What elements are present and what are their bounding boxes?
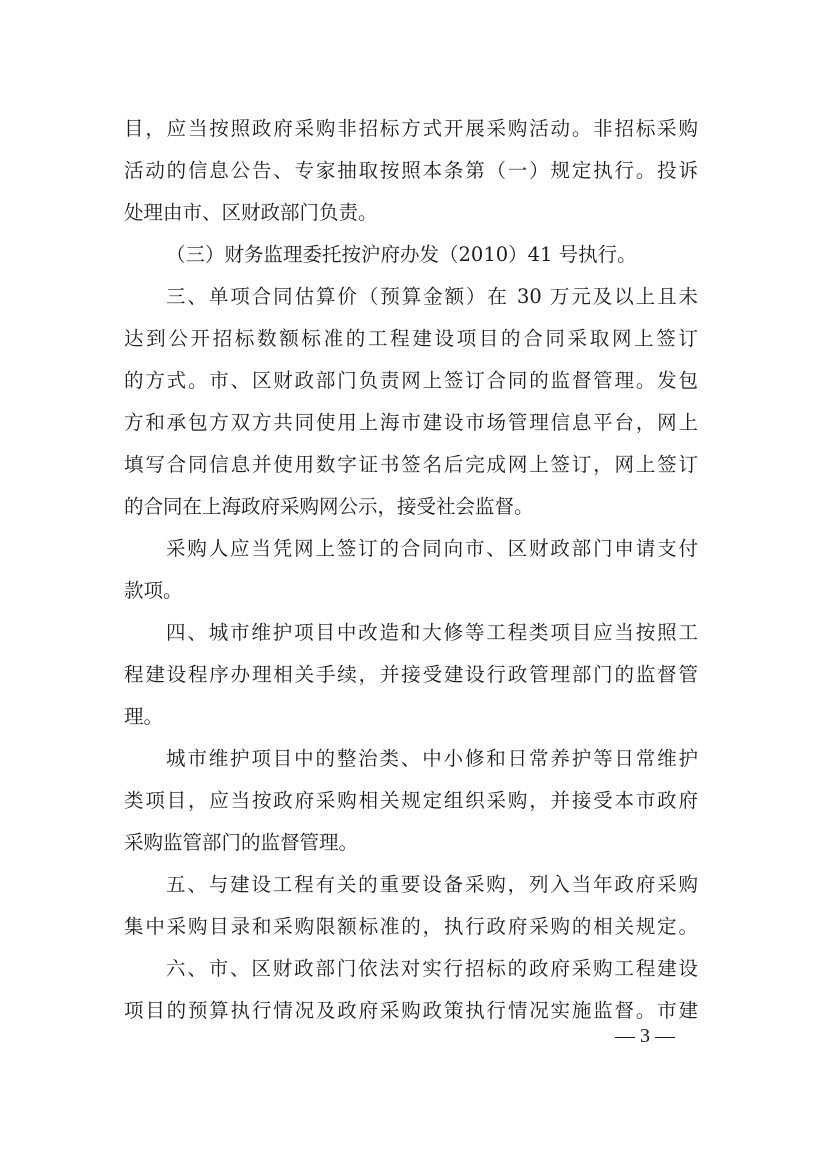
paragraph-line: 五、与建设工程有关的重要设备采购，列入当年政府采购 [166,873,698,896]
paragraph-line: 方和承包方双方共同使用上海市建设市场管理信息平台，网上 [124,411,698,434]
paragraph-line: 城市维护项目中的整治类、中小修和日常养护等日常维护 [166,747,698,770]
paragraph-line: 程建设程序办理相关手续，并接受建设行政管理部门的监督管 [124,663,698,686]
paragraph-line: 三、单项合同估算价（预算金额）在 30 万元及以上且未 [166,285,698,308]
paragraph-line: 采购监管部门的监督管理。 [124,831,359,854]
paragraph-line: 集中采购目录和采购限额标准的，执行政府采购的相关规定。 [124,915,698,938]
paragraph-line: 目，应当按照政府采购非招标方式开展采购活动。非招标采购 [124,117,698,140]
paragraph-line: 款项。 [124,579,183,602]
paragraph-line: 类项目，应当按政府采购相关规定组织采购，并接受本市政府 [124,789,698,812]
paragraph-line: 采购人应当凭网上签订的合同向市、区财政部门申请支付 [166,537,698,560]
paragraph-line: 活动的信息公告、专家抽取按照本条第（一）规定执行。投诉 [124,159,698,182]
paragraph-line: 项目的预算执行情况及政府采购政策执行情况实施监督。市建 [124,999,698,1022]
paragraph-line: 的合同在上海政府采购网公示，接受社会监督。 [124,495,534,518]
paragraph-line: 填写合同信息并使用数字证书签名后完成网上签订，网上签订 [124,453,698,476]
paragraph-line: 处理由市、区财政部门负责。 [124,201,378,224]
paragraph-line: 的方式。市、区财政部门负责网上签订合同的监督管理。发包 [124,369,698,392]
paragraph-line: （三）财务监理委托按沪府办发（2010）41 号执行。 [166,243,637,266]
page-number: — 3 — [615,1025,675,1047]
paragraph-line: 达到公开招标数额标准的工程建设项目的合同采取网上签订 [124,327,698,350]
paragraph-line: 六、市、区财政部门依法对实行招标的政府采购工程建设 [166,957,698,980]
paragraph-line: 四、城市维护项目中改造和大修等工程类项目应当按照工 [166,621,698,644]
paragraph-line: 理。 [124,705,164,728]
